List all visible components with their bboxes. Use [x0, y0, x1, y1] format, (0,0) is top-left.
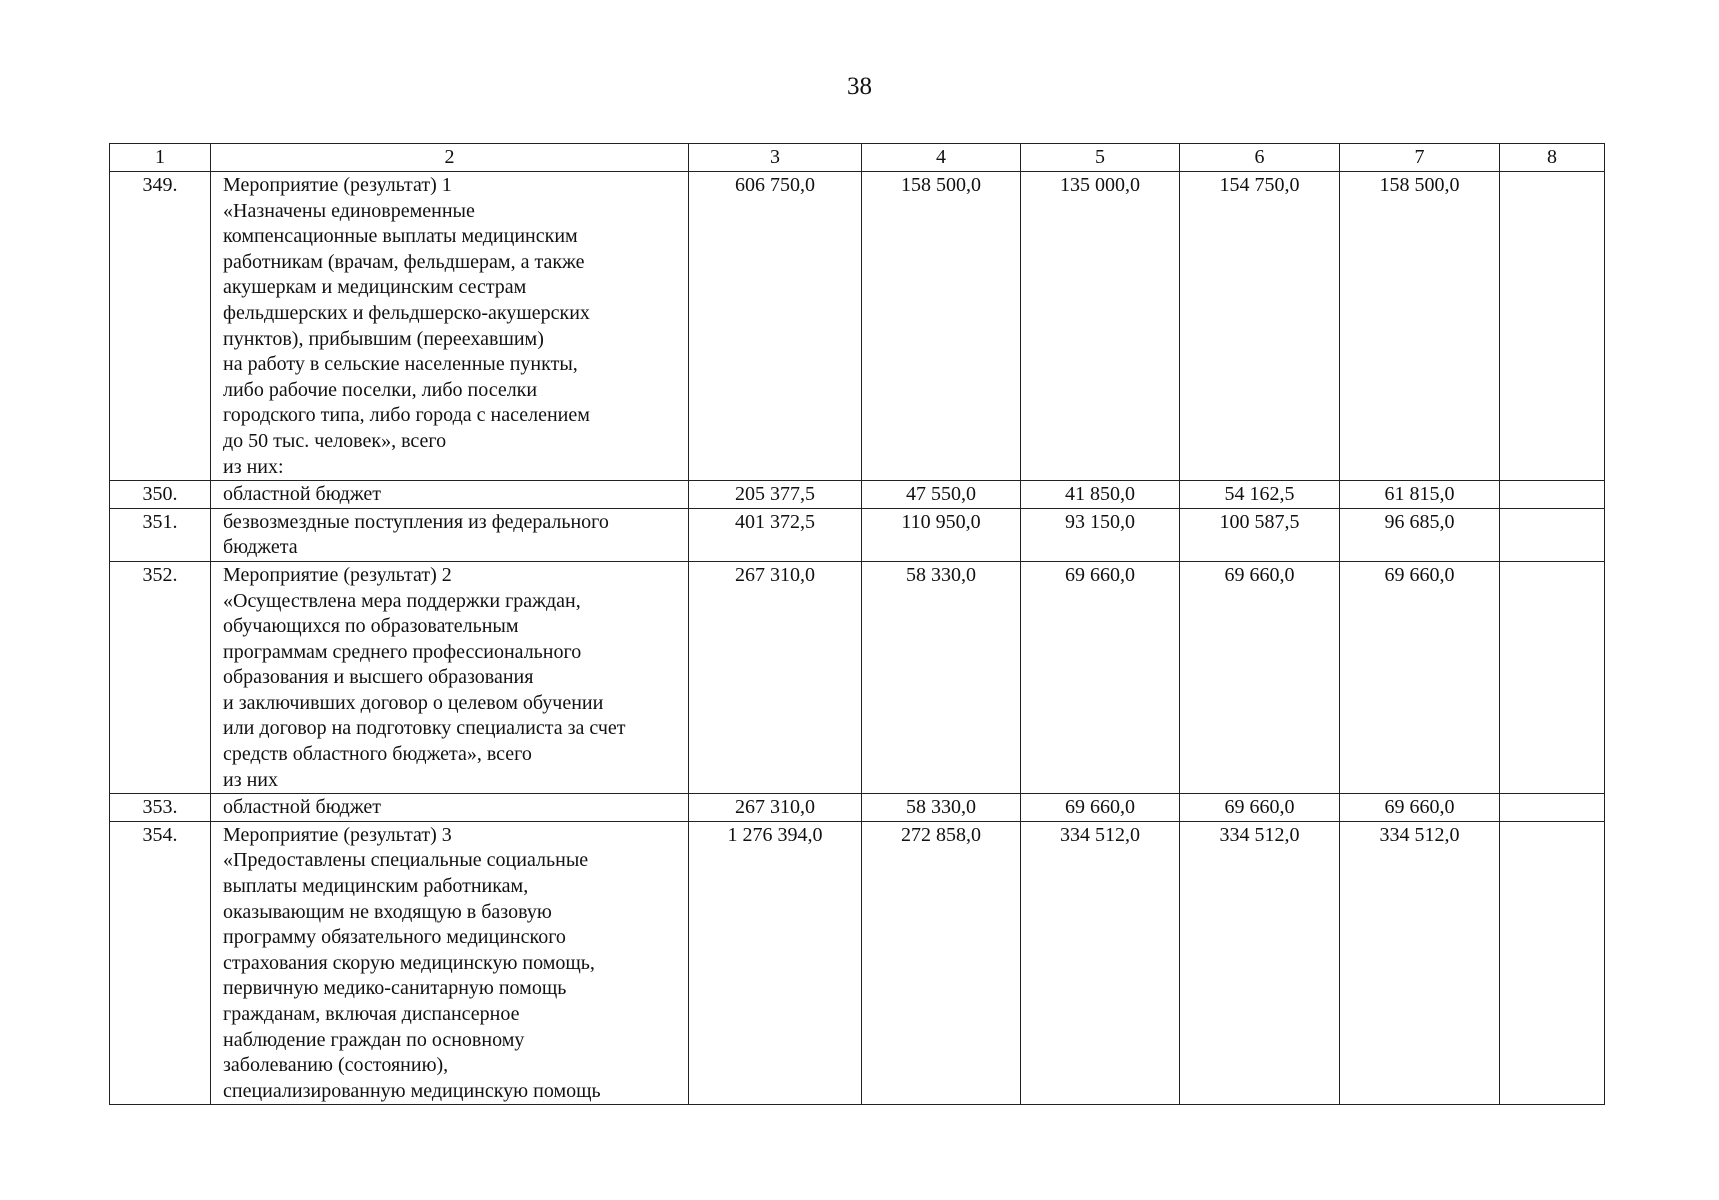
- budget-table: [109, 143, 1605, 1105]
- value-cell-col-4: 47 550,0: [862, 481, 1021, 509]
- value-cell-col-6: 54 162,5: [1180, 481, 1340, 509]
- row-number-cell: 352.: [110, 561, 211, 793]
- description-line: до 50 тыс. человек», всего: [223, 429, 447, 452]
- description-line: программам среднего профессионального: [223, 640, 582, 663]
- description-line: специализированную медицинскую помощь: [223, 1079, 601, 1102]
- description-line: или договор на подготовку специалиста за счет: [223, 717, 626, 740]
- value-cell-col-8: [1500, 508, 1605, 561]
- value-cell-col-8: [1500, 481, 1605, 509]
- description-line: либо рабочие поселки, либо поселки: [223, 378, 538, 401]
- description-line: пунктов), прибывшим (переехавшим): [223, 327, 544, 350]
- description-line: Мероприятие (результат) 1: [223, 174, 452, 196]
- value-cell-col-3: 267 310,0: [689, 561, 862, 793]
- table-row: [110, 172, 1605, 481]
- header-cell: 1: [110, 144, 211, 172]
- page-number: 38: [847, 73, 872, 100]
- description-line: Мероприятие (результат) 3: [223, 823, 452, 846]
- value-cell-col-6: 154 750,0: [1180, 172, 1340, 481]
- description-line: обучающихся по образовательным: [223, 615, 519, 638]
- table-row: [110, 561, 1605, 793]
- table-row: [110, 794, 1605, 822]
- value-cell-col-3: 267 310,0: [689, 794, 862, 822]
- value-cell-col-6: 100 587,5: [1180, 508, 1340, 561]
- value-cell-col-3: 205 377,5: [689, 481, 862, 509]
- description-line: страхования скорую медицинскую помощь,: [223, 951, 595, 974]
- value-cell-col-5: 334 512,0: [1021, 821, 1180, 1105]
- description-line: городского типа, либо города с населением: [223, 404, 590, 427]
- description-cell: [211, 561, 689, 793]
- value-cell-col-7: 96 685,0: [1340, 508, 1500, 561]
- description-cell: [211, 481, 689, 509]
- row-number-cell: 354.: [110, 821, 211, 1105]
- description-line: компенсационные выплаты медицинским: [223, 225, 578, 248]
- table-header-row: [110, 144, 1605, 172]
- header-cell: 2: [211, 144, 689, 172]
- description-line: из них: [223, 768, 279, 791]
- value-cell-col-4: 58 330,0: [862, 561, 1021, 793]
- value-cell-col-6: 334 512,0: [1180, 821, 1340, 1105]
- value-cell-col-3: 401 372,5: [689, 508, 862, 561]
- header-cell: 8: [1500, 144, 1605, 172]
- row-number-cell: 349.: [110, 172, 211, 481]
- row-number-cell: 351.: [110, 508, 211, 561]
- description-line: гражданам, включая диспансерное: [223, 1003, 520, 1025]
- header-cell: 3: [689, 144, 862, 172]
- description-line: средств областного бюджета», всего: [223, 743, 532, 766]
- header-cell: 4: [862, 144, 1021, 172]
- description-line: выплаты медицинским работникам,: [223, 875, 529, 898]
- value-cell-col-7: 61 815,0: [1340, 481, 1500, 509]
- description-line: бюджета: [223, 536, 298, 559]
- description-line: областной бюджет: [223, 796, 382, 819]
- description-line: работникам (врачам, фельдшерам, а также: [223, 250, 585, 273]
- description-line: первичную медико-санитарную помощь: [223, 977, 567, 1000]
- description-line: безвозмездные поступления из федерального: [223, 510, 609, 533]
- description-line: «Осуществлена мера поддержки граждан,: [223, 589, 581, 612]
- value-cell-col-8: [1500, 794, 1605, 822]
- value-cell-col-7: 69 660,0: [1340, 561, 1500, 793]
- row-number-cell: 350.: [110, 481, 211, 509]
- value-cell-col-8: [1500, 561, 1605, 793]
- description-line: областной бюджет: [223, 483, 382, 506]
- description-line: «Назначены единовременные: [223, 199, 475, 222]
- value-cell-col-7: 69 660,0: [1340, 794, 1500, 822]
- table-row: [110, 508, 1605, 561]
- description-line: «Предоставлены специальные социальные: [223, 849, 589, 872]
- value-cell-col-7: 158 500,0: [1340, 172, 1500, 481]
- description-line: наблюдение граждан по основному: [223, 1028, 525, 1051]
- header-cell: 7: [1340, 144, 1500, 172]
- description-line: фельдшерских и фельдшерско-акушерских: [223, 301, 590, 324]
- value-cell-col-4: 58 330,0: [862, 794, 1021, 822]
- description-line: и заключивших договор о целевом обучении: [223, 691, 604, 714]
- description-line: из них:: [223, 455, 284, 478]
- value-cell-col-3: 1 276 394,0: [689, 821, 862, 1105]
- value-cell-col-4: 158 500,0: [862, 172, 1021, 481]
- description-cell: [211, 172, 689, 481]
- value-cell-col-5: 69 660,0: [1021, 794, 1180, 822]
- value-cell-col-5: 69 660,0: [1021, 561, 1180, 793]
- value-cell-col-5: 41 850,0: [1021, 481, 1180, 509]
- table-body: [110, 144, 1605, 1105]
- table-row: [110, 481, 1605, 509]
- value-cell-col-5: 135 000,0: [1021, 172, 1180, 481]
- description-line: оказывающим не входящую в базовую: [223, 900, 552, 923]
- header-cell: 5: [1021, 144, 1180, 172]
- description-cell: [211, 794, 689, 822]
- row-number-cell: 353.: [110, 794, 211, 822]
- value-cell-col-8: [1500, 821, 1605, 1105]
- description-cell: [211, 508, 689, 561]
- description-line: заболеванию (состоянию),: [223, 1054, 449, 1077]
- description-cell: [211, 821, 689, 1105]
- value-cell-col-4: 272 858,0: [862, 821, 1021, 1105]
- value-cell-col-6: 69 660,0: [1180, 561, 1340, 793]
- value-cell-col-7: 334 512,0: [1340, 821, 1500, 1105]
- description-line: программу обязательного медицинского: [223, 926, 566, 949]
- description-line: образования и высшего образования: [223, 666, 534, 689]
- description-line: на работу в сельские населенные пункты,: [223, 353, 578, 376]
- value-cell-col-5: 93 150,0: [1021, 508, 1180, 561]
- value-cell-col-6: 69 660,0: [1180, 794, 1340, 822]
- description-line: акушеркам и медицинским сестрам: [223, 276, 527, 299]
- value-cell-col-3: 606 750,0: [689, 172, 862, 481]
- table-row: [110, 821, 1605, 1105]
- description-line: Мероприятие (результат) 2: [223, 563, 452, 586]
- value-cell-col-4: 110 950,0: [862, 508, 1021, 561]
- header-cell: 6: [1180, 144, 1340, 172]
- value-cell-col-8: [1500, 172, 1605, 481]
